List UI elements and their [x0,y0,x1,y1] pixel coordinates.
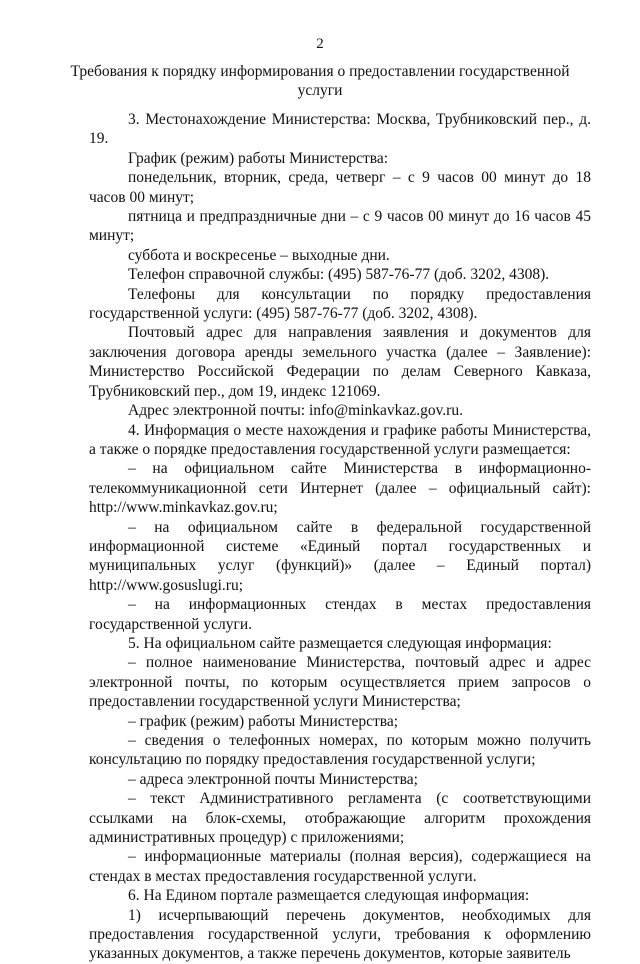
paragraph: – адреса электронной почты Министерства; [128,770,418,788]
paragraph: пятница и предпраздничные дни – с 9 часов 00 минут до 16 часов 45 минут; [89,208,591,245]
paragraph: Почтовый адрес для направления заявления и документов для заключения договора аренды земельного участка (далее – Заявление): Министерство Российской Федерации по делам Северного Кавказа, Трубниковский пер., дом 19, индекс 121069. [89,324,591,400]
document-body [89,110,591,964]
paragraph: Телефоны для консультации по порядку предоставления государственной услуги: (495) 587-76-77 (доб. 3202, 4308). [89,285,591,323]
paragraph: – информационные материалы (полная версия), содержащиеся на стендах в местах предоставления государственной услуги. [89,848,591,885]
paragraph: – сведения о телефонных номерах, по которым можно получить консультацию по порядку предоставления государственной услуги; [89,732,591,769]
paragraph: понедельник, вторник, среда, четверг – с 9 часов 00 минут до 18 часов 00 минут; [89,169,591,206]
paragraph: 4. Информация о месте нахождения и графике работы Министерства, а также о порядке предоставления государственной услуги размещается: [89,421,591,458]
paragraph: – на официальном сайте в федеральной государственной информационной системе «Единый портал государственных и муниципальных услуг (функций)» (далее – Единый портал) http://www.gosuslugi.ru; [89,518,591,594]
paragraph: График (режим) работы Министерства: [128,149,389,167]
paragraph: 1) исчерпывающий перечень документов, необходимых для предоставления государственной услуги, требования к оформлению указанных документов, а также перечень документов, которые заявитель [89,906,591,963]
paragraph: – текст Административного регламента (с соответствующими ссылками на блок-схемы, отображающие алгоритм прохождения административных процедур) с приложениями; [89,790,591,847]
paragraph: суббота и воскресенье – выходные дни. [128,246,390,264]
paragraph: – на официальном сайте Министерства в информационно-телекоммуникационной сети Интернет (далее – официальный сайт): http://www.minkavkaz.gov.ru; [89,460,591,517]
section-title: Требования к порядку информирования о предоставлении государственной услуги [70,63,570,99]
paragraph: – полное наименование Министерства, почтовый адрес и адрес электронной почты, по которым осуществляется прием запросов о предоставлении государственной услуги Министерства; [89,654,591,711]
paragraph: Адрес электронной почты: info@minkavkaz.gov.ru. [128,402,463,420]
paragraph: – на информационных стендах в местах предоставления государственной услуги. [89,596,591,633]
page-number: 2 [316,36,324,52]
paragraph: 6. На Едином портале размещается следующая информация: [128,887,530,905]
paragraph: Телефон справочной службы: (495) 587-76-77 (доб. 3202, 4308). [128,266,550,284]
paragraph: 3. Местонахождение Министерства: Москва, Трубниковский пер., д. 19. [89,111,591,148]
paragraph: – график (режим) работы Министерства; [128,712,399,730]
paragraph: 5. На официальном сайте размещается следующая информация: [128,634,552,652]
